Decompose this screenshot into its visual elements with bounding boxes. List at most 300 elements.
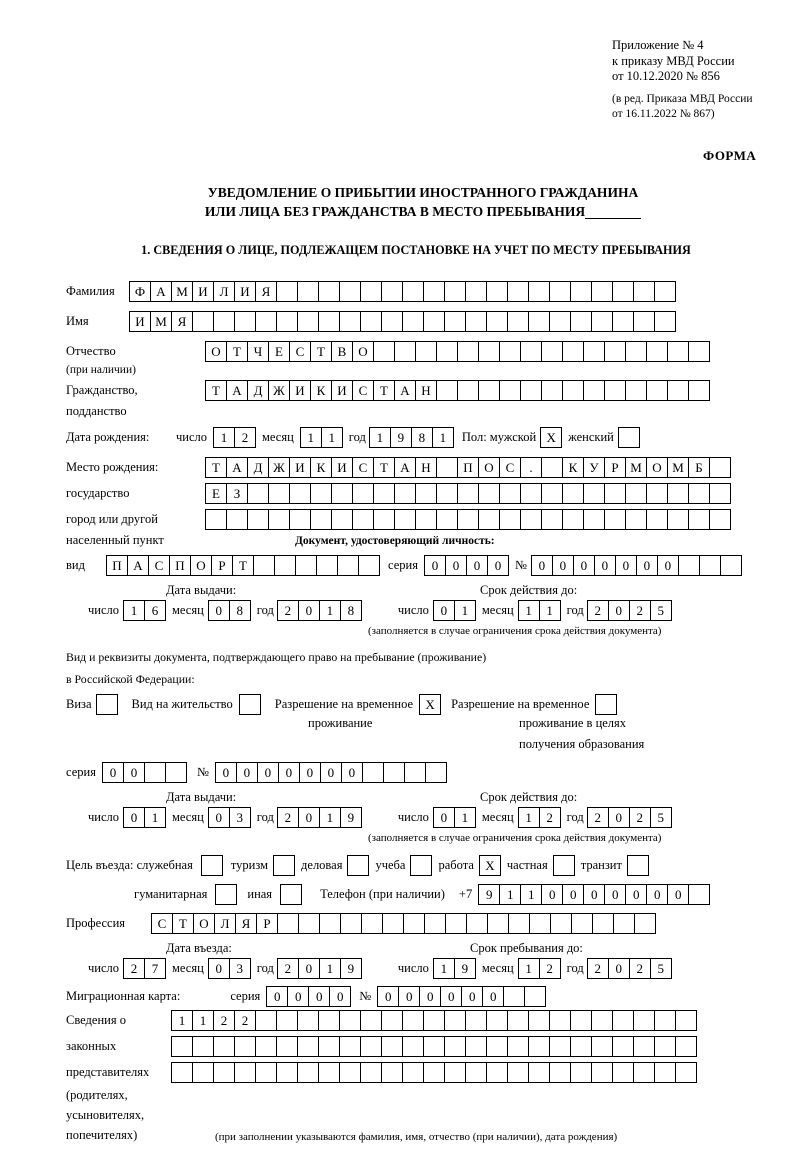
char-cell[interactable]: М [667, 457, 689, 478]
birthplace-input-row-1[interactable] [205, 457, 731, 478]
char-cell[interactable] [457, 509, 479, 530]
char-cell[interactable]: 0 [377, 986, 399, 1007]
char-cell[interactable]: И [192, 281, 214, 302]
profession-input[interactable] [151, 913, 656, 934]
char-cell[interactable]: А [226, 380, 248, 401]
char-cell[interactable]: 2 [587, 958, 609, 979]
char-cell[interactable]: Я [235, 913, 257, 934]
char-cell[interactable] [360, 1010, 382, 1031]
char-cell[interactable]: А [127, 555, 149, 576]
char-cell[interactable]: Р [256, 913, 278, 934]
char-cell[interactable]: 0 [208, 807, 230, 828]
char-cell[interactable]: 0 [615, 555, 637, 576]
char-cell[interactable] [381, 1062, 403, 1083]
char-cell[interactable] [337, 555, 359, 576]
char-cell[interactable]: 0 [329, 986, 351, 1007]
char-cell[interactable] [478, 380, 500, 401]
char-cell[interactable]: Т [226, 341, 248, 362]
char-cell[interactable]: 9 [340, 807, 362, 828]
char-cell[interactable] [402, 281, 424, 302]
char-cell[interactable] [667, 341, 689, 362]
purpose-tourism-checkbox[interactable] [273, 855, 295, 876]
char-cell[interactable] [234, 311, 256, 332]
char-cell[interactable]: О [190, 555, 212, 576]
char-cell[interactable]: Ф [129, 281, 151, 302]
char-cell[interactable]: 0 [299, 762, 321, 783]
char-cell[interactable] [276, 1036, 298, 1057]
permit-valid-month-input[interactable] [518, 807, 561, 828]
char-cell[interactable]: У [583, 457, 605, 478]
char-cell[interactable]: 0 [482, 986, 504, 1007]
char-cell[interactable] [688, 380, 710, 401]
char-cell[interactable] [352, 509, 374, 530]
char-cell[interactable] [570, 311, 592, 332]
birthplace-input-row-3[interactable] [205, 509, 731, 530]
char-cell[interactable] [234, 1062, 256, 1083]
char-cell[interactable]: 0 [646, 884, 668, 905]
purpose-transit-checkbox[interactable] [627, 855, 649, 876]
char-cell[interactable] [381, 281, 403, 302]
char-cell[interactable]: 1 [144, 807, 166, 828]
char-cell[interactable]: 0 [419, 986, 441, 1007]
char-cell[interactable]: А [394, 380, 416, 401]
char-cell[interactable] [373, 509, 395, 530]
char-cell[interactable] [331, 483, 353, 504]
char-cell[interactable] [318, 1062, 340, 1083]
legal-rep-input-row-2[interactable] [171, 1036, 697, 1057]
char-cell[interactable] [478, 483, 500, 504]
birth-year-input[interactable] [369, 427, 454, 448]
char-cell[interactable]: 0 [123, 807, 145, 828]
char-cell[interactable] [465, 1010, 487, 1031]
char-cell[interactable] [612, 1010, 634, 1031]
purpose-business-checkbox[interactable] [347, 855, 369, 876]
char-cell[interactable]: П [169, 555, 191, 576]
char-cell[interactable] [360, 311, 382, 332]
char-cell[interactable] [508, 913, 530, 934]
char-cell[interactable] [499, 483, 521, 504]
char-cell[interactable]: 0 [298, 807, 320, 828]
char-cell[interactable] [528, 281, 550, 302]
char-cell[interactable] [499, 380, 521, 401]
char-cell[interactable]: 1 [123, 600, 145, 621]
entry-day-input[interactable] [123, 958, 166, 979]
char-cell[interactable]: 2 [123, 958, 145, 979]
char-cell[interactable] [720, 555, 742, 576]
doc-issue-month-input[interactable] [208, 600, 251, 621]
char-cell[interactable] [318, 311, 340, 332]
doc-valid-year-input[interactable] [587, 600, 672, 621]
char-cell[interactable] [436, 483, 458, 504]
char-cell[interactable] [487, 913, 509, 934]
char-cell[interactable] [550, 913, 572, 934]
char-cell[interactable] [362, 762, 384, 783]
char-cell[interactable] [289, 483, 311, 504]
migration-number-input[interactable] [377, 986, 546, 1007]
char-cell[interactable] [394, 341, 416, 362]
char-cell[interactable]: Е [268, 341, 290, 362]
char-cell[interactable] [213, 1062, 235, 1083]
char-cell[interactable] [654, 1062, 676, 1083]
char-cell[interactable] [604, 380, 626, 401]
char-cell[interactable] [423, 281, 445, 302]
char-cell[interactable] [646, 509, 668, 530]
char-cell[interactable]: 9 [340, 958, 362, 979]
char-cell[interactable]: Л [214, 913, 236, 934]
char-cell[interactable]: 2 [629, 958, 651, 979]
permit-issue-month-input[interactable] [208, 807, 251, 828]
char-cell[interactable]: Н [415, 380, 437, 401]
char-cell[interactable] [634, 913, 656, 934]
char-cell[interactable]: 0 [123, 762, 145, 783]
char-cell[interactable]: И [234, 281, 256, 302]
legal-rep-input-row-3[interactable] [171, 1062, 697, 1083]
char-cell[interactable] [646, 341, 668, 362]
char-cell[interactable]: 8 [229, 600, 251, 621]
char-cell[interactable]: К [310, 457, 332, 478]
char-cell[interactable] [339, 1036, 361, 1057]
char-cell[interactable] [507, 281, 529, 302]
char-cell[interactable]: 1 [321, 427, 343, 448]
char-cell[interactable] [310, 483, 332, 504]
char-cell[interactable] [255, 1010, 277, 1031]
char-cell[interactable]: 2 [277, 807, 299, 828]
char-cell[interactable]: 1 [518, 958, 540, 979]
char-cell[interactable] [583, 509, 605, 530]
char-cell[interactable] [381, 311, 403, 332]
char-cell[interactable] [318, 1036, 340, 1057]
char-cell[interactable]: М [150, 311, 172, 332]
char-cell[interactable]: 0 [604, 884, 626, 905]
birth-day-input[interactable] [213, 427, 256, 448]
char-cell[interactable] [268, 509, 290, 530]
char-cell[interactable] [310, 509, 332, 530]
char-cell[interactable]: 7 [144, 958, 166, 979]
char-cell[interactable]: Т [172, 913, 194, 934]
char-cell[interactable]: 5 [650, 600, 672, 621]
char-cell[interactable] [171, 1062, 193, 1083]
char-cell[interactable]: 0 [102, 762, 124, 783]
char-cell[interactable] [667, 483, 689, 504]
char-cell[interactable] [415, 509, 437, 530]
char-cell[interactable] [591, 281, 613, 302]
char-cell[interactable]: 1 [213, 427, 235, 448]
char-cell[interactable] [213, 1036, 235, 1057]
char-cell[interactable] [457, 483, 479, 504]
char-cell[interactable]: Т [205, 380, 227, 401]
char-cell[interactable] [402, 1036, 424, 1057]
char-cell[interactable] [478, 341, 500, 362]
char-cell[interactable] [255, 1062, 277, 1083]
char-cell[interactable]: 9 [478, 884, 500, 905]
char-cell[interactable]: 0 [266, 986, 288, 1007]
char-cell[interactable]: Д [247, 457, 269, 478]
char-cell[interactable] [373, 483, 395, 504]
char-cell[interactable] [503, 986, 525, 1007]
purpose-service-checkbox[interactable] [201, 855, 223, 876]
char-cell[interactable] [528, 1010, 550, 1031]
char-cell[interactable] [529, 913, 551, 934]
char-cell[interactable]: А [226, 457, 248, 478]
stay-day-input[interactable] [433, 958, 476, 979]
char-cell[interactable] [360, 1036, 382, 1057]
char-cell[interactable]: 0 [445, 555, 467, 576]
char-cell[interactable] [633, 1010, 655, 1031]
char-cell[interactable]: И [289, 457, 311, 478]
char-cell[interactable] [541, 509, 563, 530]
char-cell[interactable] [373, 341, 395, 362]
char-cell[interactable]: 1 [518, 807, 540, 828]
char-cell[interactable] [424, 913, 446, 934]
char-cell[interactable] [699, 555, 721, 576]
char-cell[interactable] [298, 913, 320, 934]
char-cell[interactable]: Р [604, 457, 626, 478]
char-cell[interactable] [144, 762, 166, 783]
char-cell[interactable] [583, 483, 605, 504]
char-cell[interactable]: 9 [454, 958, 476, 979]
char-cell[interactable] [570, 1062, 592, 1083]
char-cell[interactable]: С [289, 341, 311, 362]
char-cell[interactable] [205, 509, 227, 530]
birthplace-input-row-2[interactable] [205, 483, 731, 504]
char-cell[interactable]: П [106, 555, 128, 576]
char-cell[interactable] [541, 341, 563, 362]
char-cell[interactable]: С [352, 380, 374, 401]
char-cell[interactable] [423, 311, 445, 332]
char-cell[interactable]: 1 [171, 1010, 193, 1031]
char-cell[interactable] [297, 311, 319, 332]
char-cell[interactable] [507, 311, 529, 332]
purpose-humanitarian-checkbox[interactable] [215, 884, 237, 905]
edu-residence-checkbox[interactable] [595, 694, 617, 715]
char-cell[interactable] [255, 1036, 277, 1057]
char-cell[interactable] [604, 509, 626, 530]
char-cell[interactable] [646, 380, 668, 401]
char-cell[interactable] [520, 509, 542, 530]
char-cell[interactable]: 8 [411, 427, 433, 448]
char-cell[interactable] [478, 509, 500, 530]
purpose-other-checkbox[interactable] [280, 884, 302, 905]
char-cell[interactable]: Т [232, 555, 254, 576]
sex-female-checkbox[interactable] [618, 427, 640, 448]
char-cell[interactable] [625, 483, 647, 504]
purpose-study-checkbox[interactable] [410, 855, 432, 876]
char-cell[interactable] [667, 509, 689, 530]
char-cell[interactable] [570, 281, 592, 302]
char-cell[interactable] [402, 311, 424, 332]
char-cell[interactable]: 1 [319, 807, 341, 828]
char-cell[interactable] [276, 1062, 298, 1083]
char-cell[interactable] [465, 1036, 487, 1057]
doc-valid-day-input[interactable] [433, 600, 476, 621]
char-cell[interactable]: 0 [287, 986, 309, 1007]
char-cell[interactable]: М [171, 281, 193, 302]
char-cell[interactable]: 0 [552, 555, 574, 576]
char-cell[interactable] [625, 380, 647, 401]
char-cell[interactable] [541, 483, 563, 504]
char-cell[interactable] [247, 509, 269, 530]
char-cell[interactable]: 0 [583, 884, 605, 905]
char-cell[interactable]: Д [247, 380, 269, 401]
char-cell[interactable]: 0 [608, 807, 630, 828]
char-cell[interactable] [549, 1010, 571, 1031]
char-cell[interactable] [171, 1036, 193, 1057]
char-cell[interactable] [549, 281, 571, 302]
doc-series-input[interactable] [424, 555, 509, 576]
char-cell[interactable]: 0 [208, 600, 230, 621]
char-cell[interactable]: 8 [340, 600, 362, 621]
char-cell[interactable] [604, 483, 626, 504]
char-cell[interactable]: Н [415, 457, 437, 478]
char-cell[interactable]: 0 [541, 884, 563, 905]
char-cell[interactable]: 1 [499, 884, 521, 905]
char-cell[interactable] [402, 1062, 424, 1083]
char-cell[interactable]: Ж [268, 457, 290, 478]
char-cell[interactable]: 9 [390, 427, 412, 448]
char-cell[interactable] [562, 483, 584, 504]
char-cell[interactable] [297, 1036, 319, 1057]
char-cell[interactable] [360, 1062, 382, 1083]
doc-type-input[interactable] [106, 555, 380, 576]
char-cell[interactable]: 1 [300, 427, 322, 448]
char-cell[interactable] [226, 509, 248, 530]
char-cell[interactable] [486, 311, 508, 332]
char-cell[interactable]: Б [688, 457, 710, 478]
char-cell[interactable] [234, 1036, 256, 1057]
char-cell[interactable] [360, 281, 382, 302]
char-cell[interactable] [276, 1010, 298, 1031]
char-cell[interactable] [444, 1010, 466, 1031]
char-cell[interactable] [507, 1062, 529, 1083]
char-cell[interactable] [675, 1062, 697, 1083]
char-cell[interactable] [339, 1010, 361, 1031]
char-cell[interactable] [444, 311, 466, 332]
char-cell[interactable] [331, 509, 353, 530]
visa-checkbox[interactable] [96, 694, 118, 715]
char-cell[interactable] [612, 1036, 634, 1057]
char-cell[interactable]: 2 [539, 958, 561, 979]
char-cell[interactable]: И [331, 457, 353, 478]
char-cell[interactable]: 0 [466, 555, 488, 576]
char-cell[interactable]: М [625, 457, 647, 478]
char-cell[interactable] [709, 483, 731, 504]
char-cell[interactable] [415, 341, 437, 362]
char-cell[interactable] [276, 311, 298, 332]
char-cell[interactable]: 2 [629, 807, 651, 828]
char-cell[interactable] [381, 1036, 403, 1057]
char-cell[interactable] [274, 555, 296, 576]
char-cell[interactable]: . [520, 457, 542, 478]
char-cell[interactable]: 0 [433, 600, 455, 621]
char-cell[interactable] [524, 986, 546, 1007]
char-cell[interactable]: 2 [277, 958, 299, 979]
char-cell[interactable] [571, 913, 593, 934]
char-cell[interactable] [192, 311, 214, 332]
permit-series-input[interactable] [102, 762, 187, 783]
char-cell[interactable] [466, 913, 488, 934]
permit-issue-day-input[interactable] [123, 807, 166, 828]
char-cell[interactable]: 1 [518, 600, 540, 621]
migration-series-input[interactable] [266, 986, 351, 1007]
char-cell[interactable] [444, 1062, 466, 1083]
char-cell[interactable] [675, 1010, 697, 1031]
char-cell[interactable]: 1 [369, 427, 391, 448]
doc-number-input[interactable] [531, 555, 742, 576]
char-cell[interactable] [688, 509, 710, 530]
entry-month-input[interactable] [208, 958, 251, 979]
char-cell[interactable]: 0 [608, 600, 630, 621]
char-cell[interactable]: К [562, 457, 584, 478]
surname-input[interactable] [129, 281, 676, 302]
char-cell[interactable]: О [205, 341, 227, 362]
char-cell[interactable] [499, 509, 521, 530]
char-cell[interactable] [528, 1036, 550, 1057]
char-cell[interactable]: И [129, 311, 151, 332]
char-cell[interactable] [213, 311, 235, 332]
char-cell[interactable] [591, 1010, 613, 1031]
char-cell[interactable]: 2 [629, 600, 651, 621]
char-cell[interactable] [604, 341, 626, 362]
char-cell[interactable] [583, 380, 605, 401]
char-cell[interactable] [358, 555, 380, 576]
char-cell[interactable]: 1 [319, 600, 341, 621]
char-cell[interactable] [654, 1036, 676, 1057]
char-cell[interactable] [549, 1036, 571, 1057]
phone-input[interactable] [478, 884, 710, 905]
char-cell[interactable]: 5 [650, 807, 672, 828]
char-cell[interactable] [297, 281, 319, 302]
char-cell[interactable] [499, 341, 521, 362]
char-cell[interactable]: 0 [236, 762, 258, 783]
char-cell[interactable]: 1 [520, 884, 542, 905]
char-cell[interactable] [295, 555, 317, 576]
char-cell[interactable] [423, 1036, 445, 1057]
char-cell[interactable] [654, 1010, 676, 1031]
char-cell[interactable] [486, 281, 508, 302]
char-cell[interactable]: К [310, 380, 332, 401]
char-cell[interactable]: 2 [213, 1010, 235, 1031]
char-cell[interactable]: 0 [636, 555, 658, 576]
char-cell[interactable] [423, 1062, 445, 1083]
char-cell[interactable] [612, 281, 634, 302]
char-cell[interactable] [402, 1010, 424, 1031]
char-cell[interactable] [612, 311, 634, 332]
char-cell[interactable]: Т [205, 457, 227, 478]
char-cell[interactable] [549, 311, 571, 332]
char-cell[interactable] [688, 341, 710, 362]
purpose-private-checkbox[interactable] [553, 855, 575, 876]
char-cell[interactable] [457, 341, 479, 362]
char-cell[interactable]: 1 [319, 958, 341, 979]
char-cell[interactable] [541, 457, 563, 478]
char-cell[interactable]: 0 [398, 986, 420, 1007]
char-cell[interactable]: З [226, 483, 248, 504]
legal-rep-input-row-1[interactable] [171, 1010, 697, 1031]
char-cell[interactable] [192, 1036, 214, 1057]
char-cell[interactable] [339, 281, 361, 302]
char-cell[interactable] [678, 555, 700, 576]
char-cell[interactable] [625, 341, 647, 362]
char-cell[interactable] [394, 509, 416, 530]
char-cell[interactable] [444, 281, 466, 302]
char-cell[interactable] [520, 341, 542, 362]
char-cell[interactable] [165, 762, 187, 783]
patronymic-input[interactable] [205, 341, 710, 362]
char-cell[interactable]: Т [373, 380, 395, 401]
char-cell[interactable]: С [151, 913, 173, 934]
char-cell[interactable] [394, 483, 416, 504]
char-cell[interactable] [276, 281, 298, 302]
